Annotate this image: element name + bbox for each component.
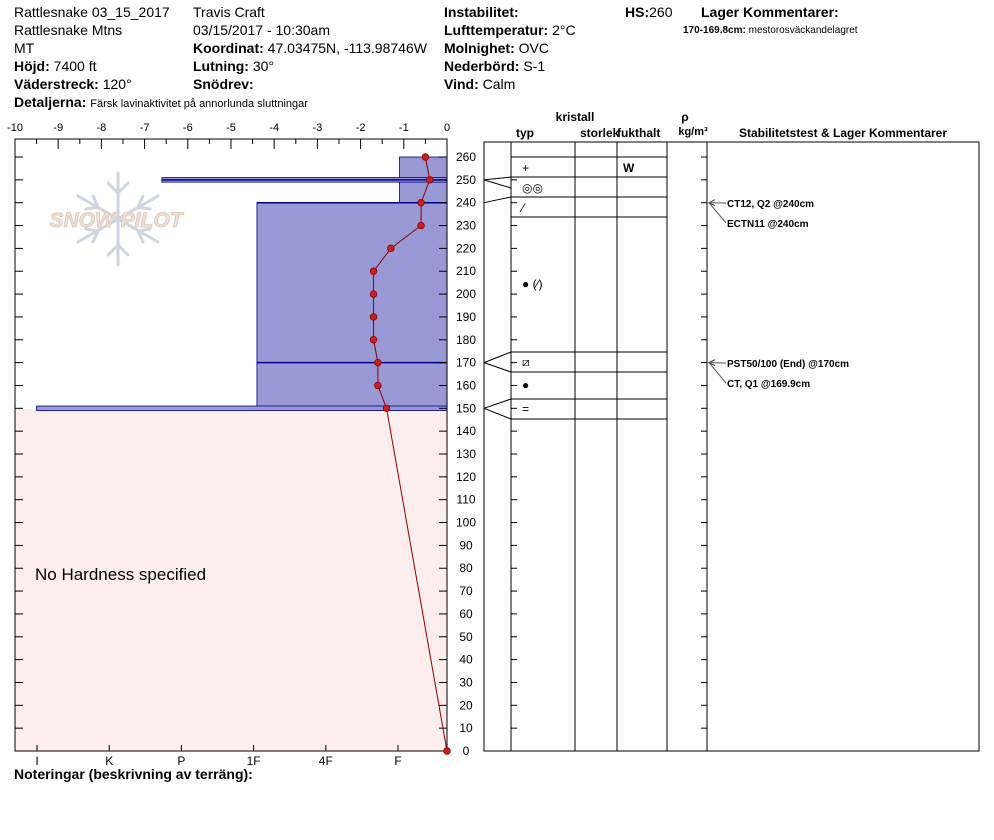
depth-tick-label: 120 (455, 469, 477, 484)
temperature-point (418, 222, 425, 229)
temperature-point (370, 291, 377, 298)
precip-label: Nederbörd: (444, 58, 520, 74)
temperature-point (370, 314, 377, 321)
datetime: 03/15/2017 - 10:30am (193, 22, 330, 38)
layer-connector-line (484, 363, 511, 372)
depth-tick-label: 0 (462, 744, 470, 758)
snowpilot-logo-text: SNOW PILOT (49, 209, 183, 232)
depth-tick-label: 190 (455, 309, 477, 324)
location: Rattlesnake Mtns (14, 22, 123, 38)
table-depth-ticks (511, 157, 707, 751)
depth-tick-label: 150 (455, 401, 477, 416)
hardness-tick-label: K (105, 754, 114, 768)
aspect-label: Väderstreck: (14, 76, 99, 92)
layer-connector-line (484, 352, 511, 363)
depth-tick-label: 260 (455, 150, 477, 164)
depth-tick-label: 240 (455, 195, 477, 210)
depth-tick-label: 10 (459, 721, 473, 736)
temperature-tick-label: -1 (398, 122, 409, 134)
pit-name: Rattlesnake 03_15_2017 (14, 4, 170, 20)
layer-connector-line (484, 180, 511, 188)
hs-label: HS: (625, 4, 650, 20)
layer-comment-depth: 170-169.8cm: (683, 25, 746, 36)
slope-label: Lutning: (193, 58, 249, 74)
temperature-tick-label: 0 (443, 122, 451, 134)
wind-loading-label: Snödrev: (193, 76, 254, 92)
stability-test-label: ECTN11 @240cm (727, 219, 809, 230)
depth-tick-label: 230 (455, 218, 477, 233)
temperature-point (375, 359, 382, 366)
crystal-symbol: = (522, 402, 530, 416)
coord-value: 47.03475N, -113.98746W (267, 40, 427, 56)
temperature-point (383, 405, 390, 412)
hardness-tick-label: 1F (246, 754, 261, 768)
no-hardness-label: No Hardness specified (35, 565, 207, 584)
rho-header: ρ (681, 110, 689, 124)
state: MT (14, 40, 35, 56)
sky-value: OVC (518, 40, 549, 56)
depth-tick-label: 140 (455, 424, 477, 439)
hardness-bars (37, 157, 447, 411)
air-temp-value: 2°C (552, 22, 576, 38)
depth-tick-label: 110 (456, 492, 476, 507)
air-temp-label: Lufttemperatur: (444, 22, 549, 38)
density-unit-header: kg/m³ (678, 126, 708, 138)
depth-tick-label: 40 (459, 652, 473, 667)
hardness-tick-label: F (394, 754, 402, 768)
wind-value: Calm (482, 76, 516, 92)
wind-label: Vind: (444, 76, 479, 92)
temperature-point (422, 154, 429, 161)
stability-header: Stabilitetstest & Lager Kommentarer (738, 126, 948, 140)
temperature-point (444, 748, 451, 755)
hardness-tick-label: P (177, 754, 186, 768)
stability-test-label: CT12, Q2 @240cm (727, 199, 815, 210)
elevation-value: 7400 ft (53, 58, 97, 74)
notes-label: Noteringar (beskrivning av terräng): (14, 766, 253, 782)
layer-table-frame (484, 142, 979, 751)
moisture-value: W (623, 161, 635, 175)
stability-test-label: CT, Q1 @169.9cm (727, 379, 811, 390)
coord-label: Koordinat: (193, 40, 264, 56)
snowpilot-logo (50, 173, 185, 265)
temperature-point (370, 268, 377, 275)
depth-tick-label: 80 (459, 561, 473, 576)
depth-tick-label: 70 (459, 584, 473, 599)
depth-tick-label: 160 (455, 378, 477, 393)
stability-tests (709, 199, 849, 390)
depth-tick-label: 200 (455, 287, 477, 302)
layer-connector-line (484, 408, 511, 419)
temperature-tick-label: -8 (96, 122, 107, 134)
depth-tick-label: 30 (459, 675, 473, 690)
depth-tick-label: 220 (455, 241, 477, 256)
temperature-axis (7, 122, 450, 149)
stability-arrow (709, 203, 726, 223)
temperature-tick-label: -3 (312, 122, 323, 134)
precip-value: S-1 (523, 58, 546, 74)
temperature-point (426, 177, 433, 184)
crystal-symbol: ⁄ (522, 201, 525, 215)
hs-value: 260 (649, 4, 673, 20)
crystal-symbol: + (522, 161, 530, 175)
observer: Travis Craft (193, 4, 265, 20)
details-value: Färsk lavinaktivitet på annorlunda sluttningar (90, 98, 308, 110)
temperature-tick-label: -9 (53, 122, 64, 134)
temperature-tick-label: -5 (226, 122, 236, 134)
temperature-tick-label: -7 (139, 122, 150, 134)
size-header: storlek (580, 126, 620, 140)
crystal-symbol: ◎◎ (522, 181, 543, 195)
depth-tick-label: 250 (455, 172, 477, 187)
depth-tick-label: 100 (455, 515, 477, 530)
depth-tick-label: 180 (455, 332, 477, 347)
layer-connector-line (484, 197, 511, 203)
stability-arrow (709, 363, 726, 383)
temperature-point (375, 382, 382, 389)
crystal-symbol: ● (⁄) (522, 277, 543, 291)
crystal-header: kristall (555, 110, 595, 124)
temperature-point (370, 336, 377, 343)
moisture-header: fukthalt (617, 126, 661, 140)
slope-value: 30° (252, 58, 275, 74)
stability-test-label: PST50/100 (End) @170cm (727, 359, 850, 370)
layer-comment-text: mestorosväckandelagret (748, 25, 858, 36)
depth-tick-label: 130 (455, 447, 477, 461)
crystal-symbol: ⧄ (522, 355, 530, 369)
temperature-point (418, 199, 425, 206)
temperature-tick-label: -4 (269, 122, 280, 134)
temperature-tick-label: -10 (7, 122, 23, 134)
type-header: typ (516, 126, 534, 140)
hardness-tick-label: I (35, 754, 39, 768)
depth-tick-label: 170 (455, 355, 477, 370)
depth-tick-label: 60 (459, 606, 473, 621)
crystal-symbol: ● (522, 378, 530, 392)
temperature-tick-label: -6 (182, 122, 193, 134)
sky-label: Molnighet: (444, 40, 515, 56)
details-label: Detaljerna: (14, 94, 87, 110)
depth-tick-label: 90 (459, 538, 473, 553)
layer-comments-label: Lager Kommentarer: (701, 4, 839, 20)
aspect-value: 120° (102, 76, 132, 92)
depth-tick-label: 210 (455, 264, 477, 279)
hardness-tick-label: 4F (318, 754, 333, 768)
hardness-bar (257, 203, 447, 409)
layer-connector-line (484, 177, 511, 180)
elevation-label: Höjd: (14, 58, 50, 74)
temperature-point (388, 245, 395, 252)
depth-axis (456, 150, 476, 758)
layer-table (484, 110, 979, 751)
layer-connector-line (484, 399, 511, 408)
crystal-symbols (519, 161, 635, 416)
instability-label: Instabilitet: (444, 4, 519, 20)
temperature-tick-label: -2 (355, 122, 366, 134)
depth-tick-label: 50 (459, 629, 473, 644)
depth-tick-label: 20 (459, 698, 473, 713)
